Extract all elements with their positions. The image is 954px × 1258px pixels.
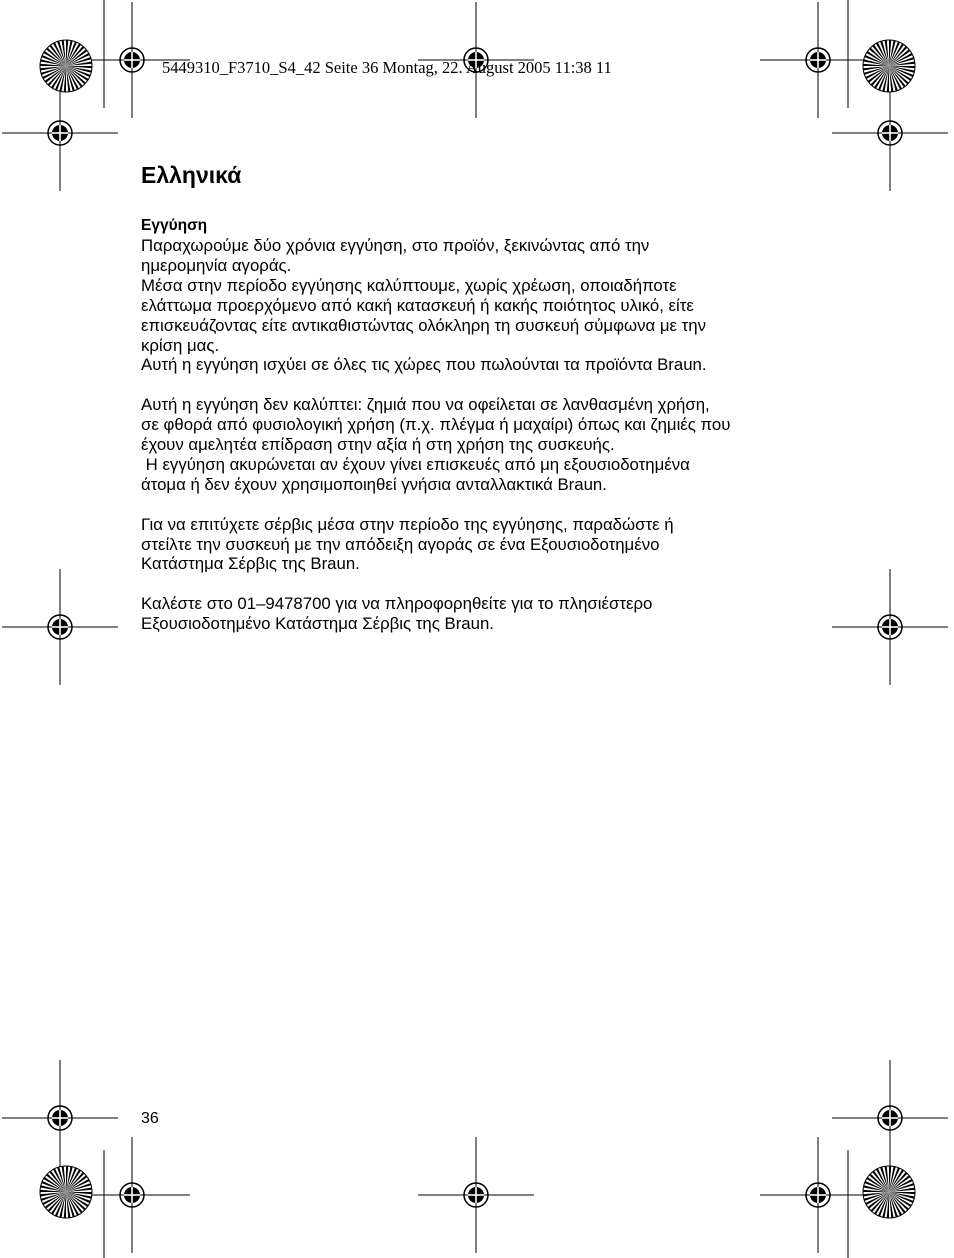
registration-mark <box>2 1060 118 1176</box>
print-slug: 5449310_F3710_S4_42 Seite 36 Montag, 22. August 2005 11:38 11 <box>162 58 612 77</box>
registration-mark <box>2 569 118 685</box>
section-title: Ελληνικά <box>141 162 242 188</box>
registration-mark <box>2 75 118 191</box>
warranty-paragraph-4: Καλέστε στο 01–9478700 για να πληροφορηθείτε για το πλησιέστερο Εξουσιοδοτημένο Κατάστημα Σέρβις της Braun. <box>141 594 653 634</box>
warranty-paragraph-1: Παραχωρούμε δύο χρόνια εγγύηση, στο προϊόν, ξεκινώντας από την ημερομηνία αγοράς. Μέσα στην περίοδο εγγύησης καλύπτουμε, χωρίς χρέωση, οποιαδήποτε ελάττωμα προερχόμενο από κακή κατασκευή ή κακής ποιότητος υλικό, είτε επισκευάζοντας είτε αντικαθιστώντας ολόκληρη τη συσκευή σύμφωνα με την κρίση μας. Αυτή η εγγύηση ισχύει σε όλες τις χώρες που πωλούνται τα προϊόντα Braun. <box>141 236 707 375</box>
registration-mark <box>832 1060 948 1176</box>
star-target-mark <box>40 40 92 92</box>
warranty-paragraph-3: Για να επιτύχετε σέρβις μέσα στην περίοδο της εγγύησης, παραδώστε ή στείλτε την συσκευή με την απόδειξη αγοράς σε ένα Εξουσιοδοτημένο Κατάστημα Σέρβις της Braun. <box>141 514 674 574</box>
registration-mark <box>760 1137 876 1253</box>
warranty-heading: Εγγύηση <box>141 217 208 234</box>
star-target-mark <box>863 1166 915 1218</box>
page-content <box>141 160 831 634</box>
registration-mark <box>832 569 948 685</box>
star-target-mark <box>863 40 915 92</box>
registration-mark <box>760 2 876 118</box>
page-number: 36 <box>141 1110 159 1127</box>
star-target-mark <box>40 1166 92 1218</box>
warranty-paragraph-2: Αυτή η εγγύηση δεν καλύπτει: ζημιά που να οφείλεται σε λανθασμένη χρήση, σε φθορά από φυσιολογική χρήση (π.χ. πλέγμα ή μαχαίρι) όπως και ζημιές που έχουν αμελητέα επίδραση στην αξία ή στη χρήση της συσκευής. Η εγγύηση ακυρώνεται αν έχουν γίνει επισκευές από μη εξουσιοδοτημένα άτομα ή δεν έχουν χρησιμοποιηθεί γνήσια ανταλλακτικά Braun. <box>141 395 731 494</box>
registration-mark <box>418 1137 534 1253</box>
